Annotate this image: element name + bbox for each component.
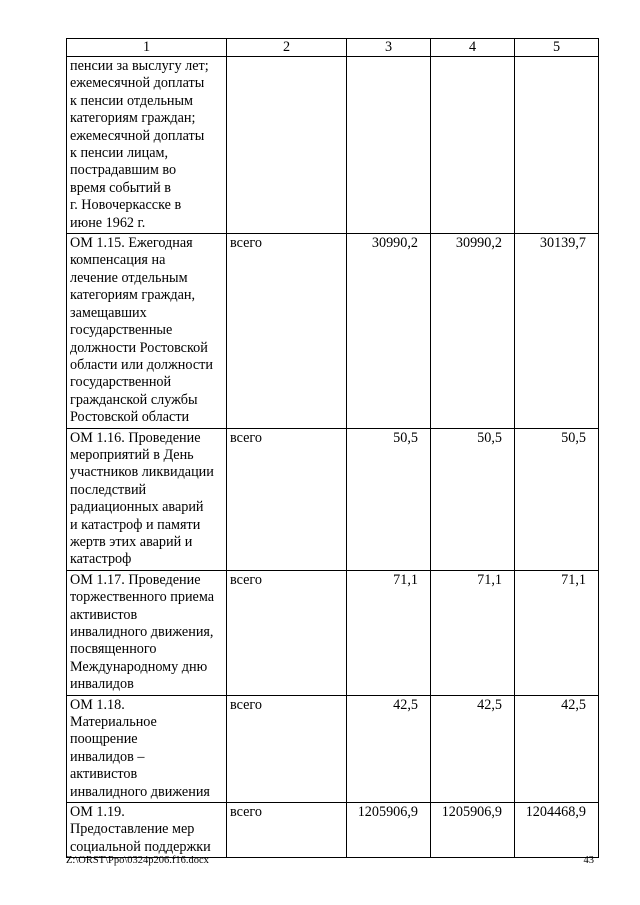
value-col5-cell: 1204468,9 xyxy=(515,803,599,858)
measure-name-cell: ОМ 1.15. Ежегодная компенсация на лечение отдельным категориям граждан, замещавших государственные должности Ростовской области или должности государственной гражданской службы Ростовской области xyxy=(67,234,227,428)
funding-type-cell: всего xyxy=(227,428,347,570)
funding-type-cell: всего xyxy=(227,803,347,858)
value-col4-cell xyxy=(431,57,515,234)
value-col3-cell: 30990,2 xyxy=(347,234,431,428)
funding-type-cell: всего xyxy=(227,695,347,802)
table-row xyxy=(67,570,599,695)
table-row xyxy=(67,234,599,428)
value-col4-cell: 42,5 xyxy=(431,695,515,802)
value-col5-cell: 71,1 xyxy=(515,570,599,695)
value-col3-cell xyxy=(347,57,431,234)
column-header-2: 2 xyxy=(227,39,347,57)
measure-name-cell: ОМ 1.17. Проведение торжественного приема активистов инвалидного движения, посвященного Международному дню инвалидов xyxy=(67,570,227,695)
measure-name-cell: пенсии за выслугу лет; ежемесячной доплаты к пенсии отдельным категориям граждан; ежемесячной доплаты к пенсии лицам, пострадавшим во время событий в г. Новочеркасске в июне 1962 г. xyxy=(67,57,227,234)
value-col5-cell xyxy=(515,57,599,234)
value-col4-cell: 71,1 xyxy=(431,570,515,695)
value-col5-cell: 30139,7 xyxy=(515,234,599,428)
measure-name-cell: ОМ 1.18. Материальное поощрение инвалидов – активистов инвалидного движения xyxy=(67,695,227,802)
page-number: 43 xyxy=(583,855,594,866)
table-row xyxy=(67,803,599,858)
value-col4-cell: 30990,2 xyxy=(431,234,515,428)
table-row xyxy=(67,695,599,802)
value-col3-cell: 71,1 xyxy=(347,570,431,695)
budget-table xyxy=(66,38,599,858)
funding-type-cell: всего xyxy=(227,234,347,428)
value-col3-cell: 50,5 xyxy=(347,428,431,570)
value-col4-cell: 1205906,9 xyxy=(431,803,515,858)
value-col5-cell: 42,5 xyxy=(515,695,599,802)
footer-file-path: Z:\ORST\Ppo\0324p206.f16.docx xyxy=(66,855,209,866)
table-row xyxy=(67,428,599,570)
value-col5-cell: 50,5 xyxy=(515,428,599,570)
value-col4-cell: 50,5 xyxy=(431,428,515,570)
value-col3-cell: 1205906,9 xyxy=(347,803,431,858)
header-row xyxy=(67,39,599,57)
column-header-4: 4 xyxy=(431,39,515,57)
measure-name-cell: ОМ 1.16. Проведение мероприятий в День участников ликвидации последствий радиационных аварий и катастроф и памяти жертв этих аварий и катастроф xyxy=(67,428,227,570)
funding-type-cell: всего xyxy=(227,570,347,695)
column-header-5: 5 xyxy=(515,39,599,57)
table-row xyxy=(67,57,599,234)
measure-name-cell: ОМ 1.19. Предоставление мер социальной поддержки xyxy=(67,803,227,858)
column-header-1: 1 xyxy=(67,39,227,57)
value-col3-cell: 42,5 xyxy=(347,695,431,802)
column-header-3: 3 xyxy=(347,39,431,57)
funding-type-cell xyxy=(227,57,347,234)
